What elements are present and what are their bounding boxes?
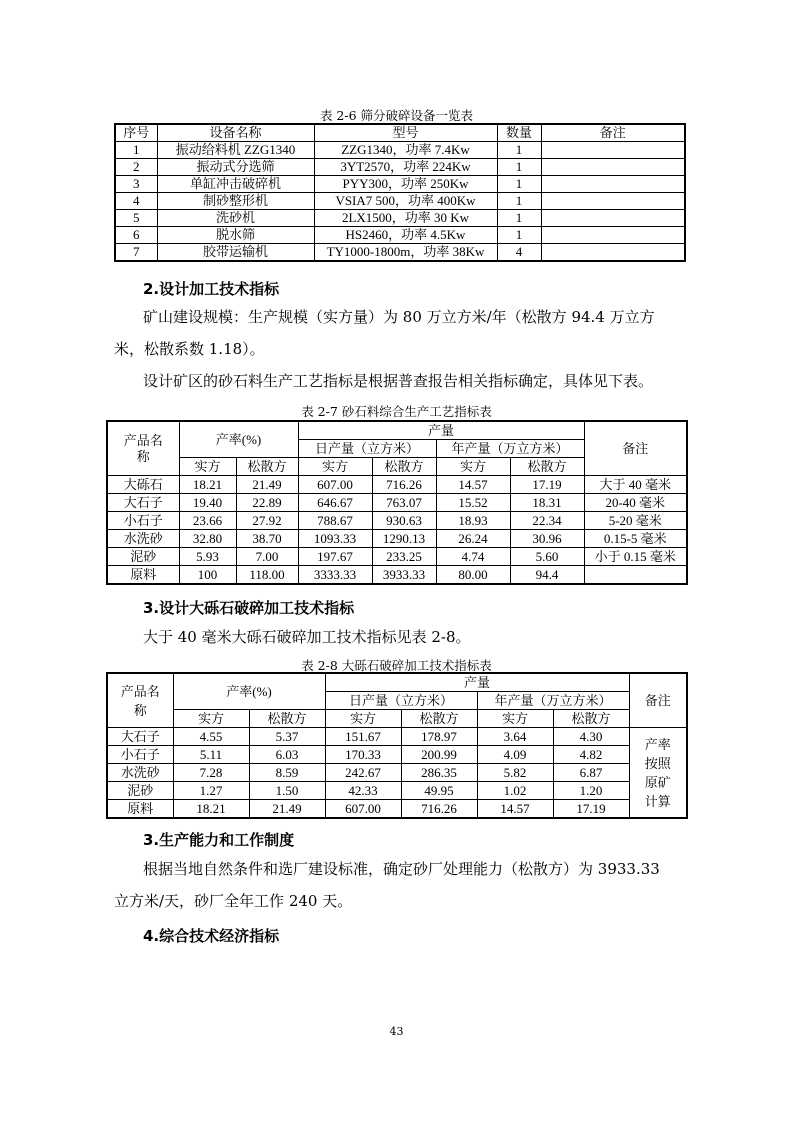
table-cell: 17.19 (510, 476, 584, 494)
table-cell: 原料 (107, 566, 179, 585)
table-cell: 1.27 (173, 782, 249, 800)
table-cell: 振动给料机 ZZG1340 (157, 142, 314, 159)
table-cell: 5.37 (249, 728, 325, 746)
table-cell: 4.55 (173, 728, 249, 746)
table-row (107, 566, 687, 585)
daily-output-header: 日产量（立方米） (298, 440, 436, 458)
sub-header: 松散方 (510, 458, 584, 476)
table-row (107, 530, 687, 548)
table-cell: 18.21 (173, 800, 249, 819)
table-cell: 泥砂 (107, 548, 179, 566)
table-row (107, 728, 687, 746)
table-cell: 洗砂机 (157, 210, 314, 227)
table-cell: 23.66 (179, 512, 236, 530)
table-cell: 1.02 (477, 782, 553, 800)
sub-header: 实方 (173, 710, 249, 728)
table-cell: 646.67 (298, 494, 372, 512)
section-heading: 3.生产能力和工作制度 (143, 831, 295, 849)
table-row (107, 746, 687, 764)
table-cell: 151.67 (325, 728, 401, 746)
table-cell: 单缸冲击破碎机 (157, 176, 314, 193)
table-cell: 5.93 (179, 548, 236, 566)
sub-header: 实方 (179, 458, 236, 476)
yearly-output-header: 年产量（万立方米） (436, 440, 584, 458)
section-heading: 4.综合技术经济指标 (143, 927, 280, 945)
paragraph-line: 矿山建设规模：生产规模（实方量）为 80 万立方米/年（松散方 94.4 万立方 (143, 308, 655, 326)
header-cell: 设备名称 (157, 124, 314, 142)
table-cell: 18.93 (436, 512, 510, 530)
sub-header: 实方 (325, 710, 401, 728)
header-cell: 数量 (497, 124, 541, 142)
rate-header: 产率(%) (173, 673, 325, 710)
daily-output-header: 日产量（立方米） (325, 692, 477, 710)
paragraph-line: 根据当地自然条件和选厂建设标准，确定砂厂处理能力（松散方）为 3933.33 (143, 860, 660, 878)
table-cell: 3933.33 (372, 566, 436, 585)
table-cell: 607.00 (298, 476, 372, 494)
table-row (115, 159, 685, 176)
table-cell: 26.24 (436, 530, 510, 548)
table-cell (541, 142, 685, 159)
table-cell: 胶带运输机 (157, 244, 314, 262)
table-cell: 788.67 (298, 512, 372, 530)
table-cell: 178.97 (401, 728, 477, 746)
table-cell: 4 (497, 244, 541, 262)
product-name-header: 产品名称 (107, 421, 179, 476)
note-header: 备注 (629, 673, 687, 728)
sub-header: 松散方 (401, 710, 477, 728)
sub-header: 松散方 (249, 710, 325, 728)
section-heading: 2.设计加工技术指标 (143, 280, 280, 298)
sub-header: 松散方 (372, 458, 436, 476)
table-cell: TY1000-1800m，功率 38Kw (314, 244, 497, 262)
table-cell: 脱水筛 (157, 227, 314, 244)
table-cell: 1.20 (553, 782, 629, 800)
yearly-output-header: 年产量（万立方米） (477, 692, 629, 710)
table-cell: 水洗砂 (107, 764, 173, 782)
table-cell: 1 (497, 193, 541, 210)
table-cell (541, 210, 685, 227)
table-cell: 大于 40 毫米 (584, 476, 687, 494)
section-heading: 3.设计大砾石破碎加工技术指标 (143, 599, 355, 617)
table-cell: 21.49 (249, 800, 325, 819)
table-row (107, 512, 687, 530)
table-2-6-caption: 表 2-6 筛分破碎设备一览表 (319, 108, 474, 123)
table-cell: 泥砂 (107, 782, 173, 800)
product-name-header: 产品名称 (107, 673, 173, 728)
table-2-8-caption: 表 2-8 大砾石破碎加工技术指标表 (301, 658, 492, 673)
table-cell: 5.60 (510, 548, 584, 566)
table-cell: 大砾石 (107, 476, 179, 494)
table-cell: 8.59 (249, 764, 325, 782)
table-cell: 大石子 (107, 728, 173, 746)
table-cell: 233.25 (372, 548, 436, 566)
table-cell: 200.99 (401, 746, 477, 764)
table-cell: 18.21 (179, 476, 236, 494)
table-cell: 6 (115, 227, 157, 244)
table-cell: 118.00 (236, 566, 298, 585)
table-cell: 1 (497, 159, 541, 176)
sub-header: 实方 (436, 458, 510, 476)
table-row (115, 227, 685, 244)
table-cell: 制砂整形机 (157, 193, 314, 210)
table-cell: 286.35 (401, 764, 477, 782)
table-cell: 14.57 (477, 800, 553, 819)
table-cell: VSIA7 500，功率 400Kw (314, 193, 497, 210)
table-cell: 5.11 (173, 746, 249, 764)
table-cell: 170.33 (325, 746, 401, 764)
table-header-row (107, 710, 687, 728)
table-cell (541, 193, 685, 210)
table-cell: 1 (115, 142, 157, 159)
page-number: 43 (389, 1025, 404, 1038)
table-cell: 22.89 (236, 494, 298, 512)
table-cell: 0.15-5 毫米 (584, 530, 687, 548)
table-cell: 4.74 (436, 548, 510, 566)
table-cell: 3333.33 (298, 566, 372, 585)
equipment-table (114, 123, 686, 262)
table-cell: ZZG1340，功率 7.4Kw (314, 142, 497, 159)
sub-header: 实方 (298, 458, 372, 476)
table-cell: 763.07 (372, 494, 436, 512)
sub-header: 实方 (477, 710, 553, 728)
table-cell: 14.57 (436, 476, 510, 494)
table-cell: 4.82 (553, 746, 629, 764)
table-cell: 19.40 (179, 494, 236, 512)
table-cell: 7 (115, 244, 157, 262)
paragraph: 设计矿区的砂石料生产工艺指标是根据普查报告相关指标确定，具体见下表。 (143, 372, 654, 390)
table-cell: 930.63 (372, 512, 436, 530)
paragraph-line: 立方米/天，砂厂全年工作 240 天。 (114, 892, 353, 910)
table-cell: 32.80 (179, 530, 236, 548)
table-cell: 1 (497, 176, 541, 193)
note-header: 备注 (584, 421, 687, 476)
table-cell: 小石子 (107, 746, 173, 764)
table-row (115, 210, 685, 227)
paragraph-line: 米，松散系数 1.18）。 (114, 340, 265, 358)
output-header: 产量 (298, 421, 584, 440)
table-cell: 1.50 (249, 782, 325, 800)
table-cell: 22.34 (510, 512, 584, 530)
table-cell: 94.4 (510, 566, 584, 585)
table-cell: 3 (115, 176, 157, 193)
table-cell (584, 566, 687, 585)
table-cell: 242.67 (325, 764, 401, 782)
table-cell: 15.52 (436, 494, 510, 512)
table-cell: 7.00 (236, 548, 298, 566)
table-cell: PYY300，功率 250Kw (314, 176, 497, 193)
header-cell: 型号 (314, 124, 497, 142)
table-cell: 38.70 (236, 530, 298, 548)
table-cell (541, 244, 685, 262)
table-cell: 6.87 (553, 764, 629, 782)
table-header-row (107, 421, 687, 440)
table-header-row (107, 673, 687, 692)
table-cell: 49.95 (401, 782, 477, 800)
table-cell: 4.09 (477, 746, 553, 764)
table-cell: 607.00 (325, 800, 401, 819)
table-cell: 27.92 (236, 512, 298, 530)
table-header-row (115, 124, 685, 142)
table-cell: 7.28 (173, 764, 249, 782)
table-2-7-caption: 表 2-7 砂石料综合生产工艺指标表 (301, 404, 492, 419)
table-cell: 振动式分选筛 (157, 159, 314, 176)
table-cell (541, 227, 685, 244)
output-header: 产量 (325, 673, 629, 692)
rate-header: 产率(%) (179, 421, 298, 458)
table-cell: 小石子 (107, 512, 179, 530)
table-cell: 21.49 (236, 476, 298, 494)
sub-header: 松散方 (236, 458, 298, 476)
table-cell: 3.64 (477, 728, 553, 746)
process-index-table (106, 420, 688, 585)
table-cell: 1 (497, 227, 541, 244)
table-cell: 原料 (107, 800, 173, 819)
gravel-crushing-table (106, 672, 688, 819)
table-row (107, 782, 687, 800)
table-cell: 4.30 (553, 728, 629, 746)
table-row (107, 764, 687, 782)
table-row (115, 244, 685, 262)
table-cell: 1 (497, 142, 541, 159)
table-row (107, 548, 687, 566)
table-row (115, 176, 685, 193)
table-cell: 5 (115, 210, 157, 227)
table-cell: 1290.13 (372, 530, 436, 548)
table-cell: 5-20 毫米 (584, 512, 687, 530)
table-cell: 6.03 (249, 746, 325, 764)
table-cell: 20-40 毫米 (584, 494, 687, 512)
table-cell: 30.96 (510, 530, 584, 548)
table-cell: 17.19 (553, 800, 629, 819)
paragraph: 大于 40 毫米大砾石破碎加工技术指标见表 2-8。 (143, 628, 471, 646)
table-row (115, 142, 685, 159)
table-cell: 小于 0.15 毫米 (584, 548, 687, 566)
table-cell: 3YT2570，功率 224Kw (314, 159, 497, 176)
table-cell: HS2460，功率 4.5Kw (314, 227, 497, 244)
table-cell: 716.26 (401, 800, 477, 819)
table-row (115, 193, 685, 210)
table-cell: 197.67 (298, 548, 372, 566)
table-cell: 80.00 (436, 566, 510, 585)
table-cell: 716.26 (372, 476, 436, 494)
table-cell: 5.82 (477, 764, 553, 782)
table-cell: 2 (115, 159, 157, 176)
sub-header: 松散方 (553, 710, 629, 728)
table-row (107, 494, 687, 512)
header-cell: 序号 (115, 124, 157, 142)
note-cell: 产率按照原矿计算 (629, 728, 687, 819)
table-cell: 1093.33 (298, 530, 372, 548)
table-cell: 42.33 (325, 782, 401, 800)
table-row (107, 800, 687, 819)
table-cell (541, 176, 685, 193)
table-cell: 4 (115, 193, 157, 210)
table-cell (541, 159, 685, 176)
table-cell: 水洗砂 (107, 530, 179, 548)
table-cell: 2LX1500，功率 30 Kw (314, 210, 497, 227)
header-cell: 备注 (541, 124, 685, 142)
table-cell: 18.31 (510, 494, 584, 512)
table-cell: 大石子 (107, 494, 179, 512)
table-row (107, 476, 687, 494)
table-cell: 100 (179, 566, 236, 585)
table-cell: 1 (497, 210, 541, 227)
